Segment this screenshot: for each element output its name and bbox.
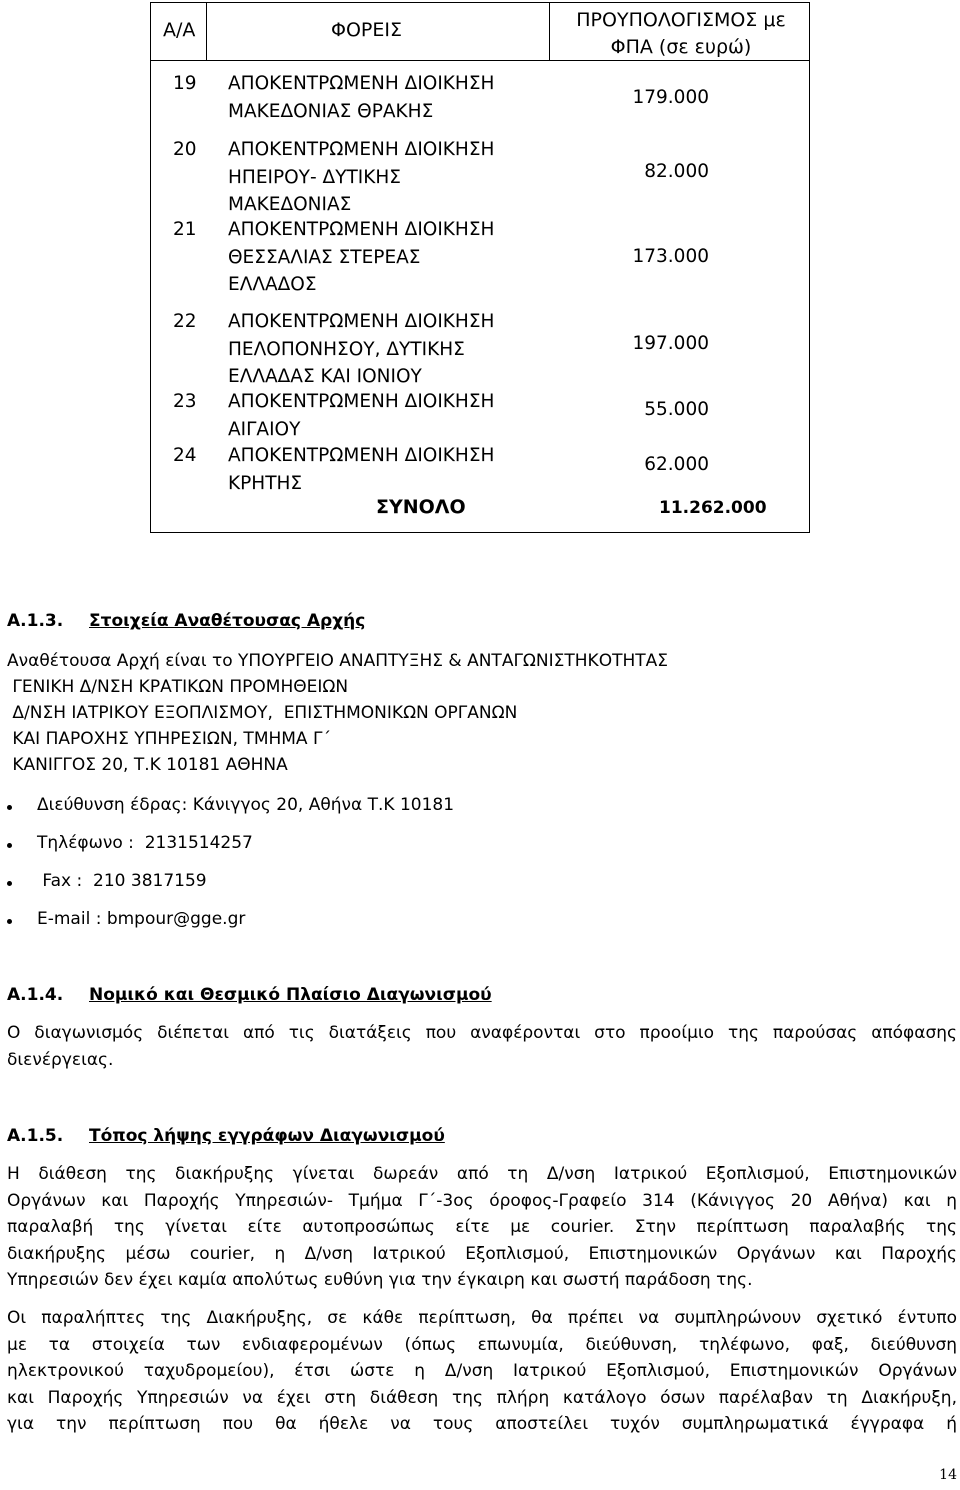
- section-a15-paragraph-1: Η διάθεση της διακήρυξης γίνεται δωρεάν από τη Δ/νση Ιατρικού Εξοπλισμού, Επιστημονικών Οργάνων και Παροχής Υπηρεσιών- Τμήμα Γ΄-3ος όροφος-Γραφείο 314 (Κάνιγγος 20 Αθήνα) και η παραλαβή της γίνεται είτε αυτοπροσώπως είτε με courier. Στην περίπτωση παραλαβής της διακήρυξης μέσω courier, η Δ/νση Ιατρικού Εξοπλισμού, Επιστημονικών Οργάνων και Παροχής Υπηρεσιών δεν έχει καμία απολύτως ευθύνη για την έγκαιρη και σωστή παράδοση της.: [7, 1164, 957, 1290]
- row-amount: 82.000: [644, 161, 709, 182]
- bullet-icon: [7, 843, 12, 848]
- section-heading-a13: Α.1.3. Στοιχεία Αναθέτουσας Αρχής: [7, 611, 366, 631]
- header-budget: ΠΡΟΥΠΟΛΟΓΙΣΜΟΣ με ΦΠΑ (σε ευρώ): [576, 9, 786, 58]
- row-amount: 55.000: [644, 399, 709, 420]
- section-a14-paragraph: Ο διαγωνισμός διέπεται από τις διατάξεις που αναφέρονται στο προοίμιο της παρούσας απόφασης διενέργειας.: [7, 1023, 957, 1070]
- column-divider: [206, 3, 207, 60]
- authority-line: Δ/ΝΣΗ ΙΑΤΡΙΚΟΥ ΕΞΟΠΛΙΣΜΟΥ, ΕΠΙΣΤΗΜΟΝΙΚΩΝ ΟΡΓΑΝΩΝ: [7, 703, 518, 723]
- authority-line: ΚΑΙ ΠΑΡΟΧΗΣ ΥΠΗΡΕΣΙΩΝ, ΤΜΗΜΑ Γ΄: [7, 729, 331, 749]
- row-name: ΑΠΟΚΕΝΤΡΩΜΕΝΗ ΔΙΟΙΚΗΣΗ ΠΕΛΟΠΟΝΗΣΟΥ, ΔΥΤΙΚΗΣ ΕΛΛΑΔΑΣ ΚΑΙ ΙΟΝΙΟΥ: [228, 311, 495, 387]
- authority-line: ΓΕΝΙΚΗ Δ/ΝΣΗ ΚΡΑΤΙΚΩΝ ΠΡΟΜΗΘΕΙΩΝ: [7, 677, 349, 697]
- section-a15-paragraph-2: Οι παραλήπτες της Διακήρυξης, σε κάθε περίπτωση, θα πρέπει να συμπληρώνουν σχετικό έντυπο με τα στοιχεία των ενδιαφερομένων (όπως επωνυμία, διεύθυνση, τηλέφωνο, φαξ, διεύθυνση ηλεκτρονικού ταχυδρομείου), έτσι ώστε η Δ/νση Ιατρικού Εξοπλισμού, Επιστημονικών Οργάνων και Παροχής Υπηρεσιών να έχει στη διάθεση της πλήρη κατάλογο όσων παρέλαβαν τη Διακήρυξη, για την περίπτωση που θα ήθελε να τους αποστείλει τυχόν συμπληρωματικά έγγραφα ή: [7, 1308, 957, 1434]
- section-heading-a14: Α.1.4. Νομικό και Θεσμικό Πλαίσιο Διαγωνισμού: [7, 985, 492, 1005]
- row-name: ΑΠΟΚΕΝΤΡΩΜΕΝΗ ΔΙΟΙΚΗΣΗ ΘΕΣΣΑΛΙΑΣ ΣΤΕΡΕΑΣ ΕΛΛΑΔΟΣ: [228, 219, 495, 295]
- row-name: ΑΠΟΚΕΝΤΡΩΜΕΝΗ ΔΙΟΙΚΗΣΗ ΗΠΕΙΡΟΥ- ΔΥΤΙΚΗΣ ΜΑΚΕΔΟΝΙΑΣ: [228, 139, 495, 215]
- total-label: ΣΥΝΟΛΟ: [376, 496, 466, 518]
- row-number: 19: [173, 73, 197, 94]
- header-foreis: ΦΟΡΕΙΣ: [331, 19, 402, 41]
- page-number: 14: [939, 1467, 957, 1483]
- row-name: ΑΠΟΚΕΝΤΡΩΜΕΝΗ ΔΙΟΙΚΗΣΗ ΜΑΚΕΔΟΝΙΑΣ ΘΡΑΚΗΣ: [228, 73, 495, 122]
- total-value: 11.262.000: [659, 498, 767, 518]
- row-name: ΑΠΟΚΕΝΤΡΩΜΕΝΗ ΔΙΟΙΚΗΣΗ ΑΙΓΑΙΟΥ: [228, 391, 495, 440]
- budget-table: [150, 2, 810, 533]
- row-number: 20: [173, 139, 197, 160]
- row-amount: 173.000: [632, 246, 709, 267]
- bullet-icon: [7, 919, 12, 924]
- row-number: 22: [173, 311, 197, 332]
- bullet-icon: [7, 805, 12, 810]
- row-amount: 62.000: [644, 454, 709, 475]
- row-amount: 197.000: [632, 333, 709, 354]
- authority-line: ΚΑΝΙΓΓΟΣ 20, Τ.Κ 10181 ΑΘΗΝΑ: [7, 755, 288, 775]
- section-heading-a15: Α.1.5. Τόπος λήψης εγγράφων Διαγωνισμού: [7, 1126, 445, 1146]
- row-amount: 179.000: [632, 87, 709, 108]
- bullet-icon: [7, 881, 12, 886]
- row-number: 21: [173, 219, 197, 240]
- header-aa: Α/Α: [163, 19, 196, 41]
- column-divider: [549, 3, 550, 60]
- row-name: ΑΠΟΚΕΝΤΡΩΜΕΝΗ ΔΙΟΙΚΗΣΗ ΚΡΗΤΗΣ: [228, 445, 495, 494]
- row-number: 23: [173, 391, 197, 412]
- authority-line: Αναθέτουσα Αρχή είναι το ΥΠΟΥΡΓΕΙΟ ΑΝΑΠΤΥΞΗΣ & ΑΝΤΑΓΩΝΙΣΤΗΚΟΤΗΤΑΣ: [7, 651, 668, 671]
- document-page: Α/Α ΦΟΡΕΙΣ ΠΡΟΥΠΟΛΟΓΙΣΜΟΣ με ΦΠΑ (σε ευρώ) 19 ΑΠΟΚΕΝΤΡΩΜΕΝΗ ΔΙΟΙΚΗΣΗ ΜΑΚΕΔΟΝΙΑΣ ΘΡΑΚΗΣ 179.000 20 ΑΠΟΚΕΝΤΡΩΜΕΝΗ ΔΙΟΙΚΗΣΗ ΗΠΕΙΡΟΥ- ΔΥΤΙΚΗΣ ΜΑΚΕΔΟΝΙΑΣ 82.000 21 ΑΠΟΚΕΝΤΡΩΜΕΝΗ ΔΙΟΙΚΗΣΗ ΘΕΣΣΑΛΙΑΣ ΣΤΕΡΕΑΣ ΕΛΛΑΔΟΣ 173.000 22 ΑΠΟΚΕΝΤΡΩΜΕΝΗ ΔΙΟΙΚΗΣΗ ΠΕΛΟΠΟΝΗΣΟΥ, ΔΥΤΙΚΗΣ ΕΛΛΑΔΑΣ ΚΑΙ ΙΟΝΙΟΥ 197.000 23 ΑΠΟΚΕΝΤΡΩΜΕΝΗ ΔΙΟΙΚΗΣΗ ΑΙΓΑΙΟΥ 55.000 24 ΑΠΟΚΕΝΤΡΩΜΕΝΗ ΔΙΟΙΚΗΣΗ ΚΡΗΤΗΣ 62.000 ΣΥΝΟΛΟ 11.262.000 Α.1.3. Στοιχεία Αναθέτουσας Αρχής Αναθέτουσα Αρχή είναι το ΥΠΟΥΡΓΕΙΟ ΑΝΑΠΤΥΞΗΣ & ΑΝΤΑΓΩΝΙΣΤΗΚΟΤΗΤΑΣ ΓΕΝΙΚΗ Δ/ΝΣΗ ΚΡΑΤΙΚΩΝ ΠΡΟΜΗΘΕΙΩΝ Δ/ΝΣΗ ΙΑΤΡΙΚΟΥ ΕΞΟΠΛΙΣΜΟΥ, ΕΠΙΣΤΗΜΟΝΙΚΩΝ ΟΡΓΑΝΩΝ ΚΑΙ ΠΑΡΟΧΗΣ ΥΠΗΡΕΣΙΩΝ, ΤΜΗΜΑ Γ΄ ΚΑΝΙΓΓΟΣ 20, Τ.Κ 10181 ΑΘΗΝΑ Διεύθυνση έδρας: Κάνιγγος 20, Αθήνα Τ.Κ 10181 Τηλέφωνο : 2131514257 Fax : 210 3817159 E-mail : bmpour@gge.gr Α.1.4. Νομικό και Θεσμικό Πλαίσιο Διαγωνισμού Ο διαγωνισμός διέπεται από τις διατάξεις που αναφέρονται στο προοίμιο της παρούσας απόφασης διενέργειας. Α.1.5. Τόπος λήψης εγγράφων Διαγωνισμού Η διάθεση της διακήρυξης γίνεται δωρεάν από τη Δ/νση Ιατρικού Εξοπλισμού, Επιστημονικών Οργάνων και Παροχής Υπηρεσιών- Τμήμα Γ΄-3ος όροφος-Γραφείο 314 (Κάνιγγος 20 Αθήνα) και η παραλαβή της γίνεται είτε αυτοπροσώπως είτε με courier. Στην περίπτωση παραλαβής της διακήρυξης μέσω courier, η Δ/νση Ιατρικού Εξοπλισμού, Επιστημονικών Οργάνων και Παροχής Υπηρεσιών δεν έχει καμία απολύτως ευθύνη για την έγκαιρη και σωστή παράδοση της. Οι παραλήπτες της Διακήρυξης, σε κάθε περίπτωση, θα πρέπει να συμπληρώνουν σχετικό έντυπο με τα στοιχεία των ενδιαφερομένων (όπως επωνυμία, διεύθυνση, τηλέφωνο, φαξ, διεύθυνση ηλεκτρονικού ταχυδρομείου), έτσι ώστε η Δ/νση Ιατρικού Εξοπλισμού, Επιστημονικών Οργάνων και Παροχής Υπηρεσιών να έχει στη διάθεση της πλήρη κατάλογο όσων παρέλαβαν τη Διακήρυξη, για την περίπτωση που θα ήθελε να τους αποστείλει τυχόν συμπληρωματικά έγγραφα ή 14: [0, 0, 960, 1490]
- row-number: 24: [173, 445, 197, 466]
